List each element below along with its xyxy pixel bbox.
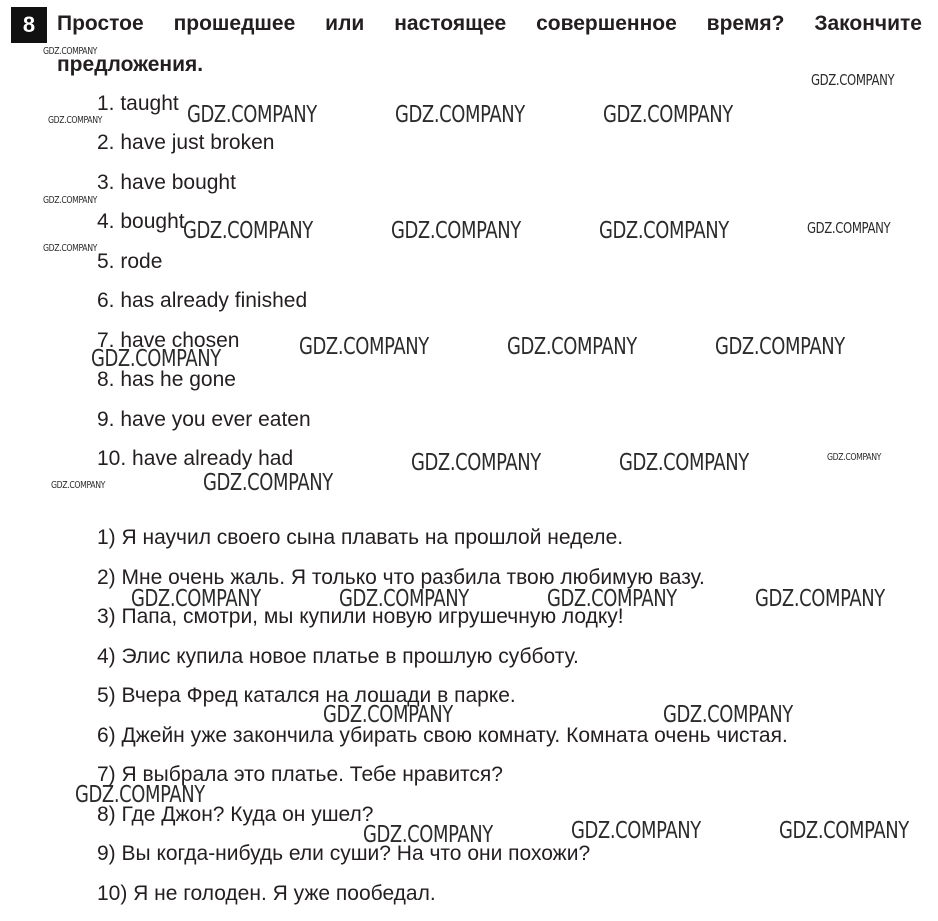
watermark: GDZ.COMPANY [663,702,793,728]
watermark: GDZ.COMPANY [599,218,729,244]
task-number-badge: 8 [11,7,47,43]
watermark: GDZ.COMPANY [755,586,885,612]
translation-item: 8) Где Джон? Куда он ушел? [97,803,374,826]
watermark: GDZ.COMPANY [779,818,909,844]
watermark: GDZ.COMPANY [91,346,221,372]
watermark: GDZ.COMPANY [571,818,701,844]
watermark: GDZ.COMPANY [203,470,333,496]
watermark: GDZ.COMPANY [827,452,882,463]
translation-item: 5) Вчера Фред катался на лошади в парке. [97,684,516,707]
answer-item: 1. taught [97,92,179,115]
watermark: GDZ.COMPANY [411,450,541,476]
watermark: GDZ.COMPANY [339,586,469,612]
watermark: GDZ.COMPANY [187,102,317,128]
watermark: GDZ.COMPANY [131,586,261,612]
answer-item: 9. have you ever eaten [97,408,311,431]
answer-item: 6. has already finished [97,289,308,312]
watermark: GDZ.COMPANY [48,115,103,126]
watermark: GDZ.COMPANY [75,782,205,808]
translation-item: 1) Я научил своего сына плавать на прошлой неделе. [97,526,624,549]
translation-item: 4) Элис купила новое платье в прошлую субботу. [97,645,579,668]
answer-item: 10. have already had [97,447,294,470]
answer-item: 3. have bought [97,171,236,194]
answer-item: 7. have chosen [97,329,240,352]
watermark: GDZ.COMPANY [299,334,429,360]
watermark: GDZ.COMPANY [811,71,895,89]
watermark: GDZ.COMPANY [807,219,891,237]
watermark: GDZ.COMPANY [363,822,493,848]
watermark: GDZ.COMPANY [43,243,98,254]
watermark: GDZ.COMPANY [51,480,106,491]
answer-item: 8. has he gone [97,368,236,391]
watermark: GDZ.COMPANY [715,334,845,360]
translation-item: 6) Джейн уже закончила убирать свою комнату. Комната очень чистая. [97,724,788,747]
translation-item: 3) Папа, смотри, мы купили новую игрушечную лодку! [97,605,624,628]
answer-item: 4. bought [97,210,185,233]
translation-item: 7) Я выбрала это платье. Тебе нравится? [97,763,503,786]
task-title: Простое прошедшее или настоящее совершенное время? Закончите [57,12,922,35]
answer-item: 2. have just broken [97,131,275,154]
watermark: GDZ.COMPANY [395,102,525,128]
watermark: GDZ.COMPANY [43,46,98,57]
watermark: GDZ.COMPANY [183,218,313,244]
translation-item: 9) Вы когда-нибудь ели суши? На что они похожи? [97,842,591,865]
watermark: GDZ.COMPANY [547,586,677,612]
task-title-continuation: предложения. [57,53,204,76]
watermark: GDZ.COMPANY [391,218,521,244]
watermark: GDZ.COMPANY [323,702,453,728]
watermark: GDZ.COMPANY [43,195,98,206]
watermark: GDZ.COMPANY [619,450,749,476]
watermark: GDZ.COMPANY [507,334,637,360]
watermark: GDZ.COMPANY [603,102,733,128]
translation-item: 10) Я не голоден. Я уже пообедал. [97,882,436,905]
answer-item: 5. rode [97,250,163,273]
translation-item: 2) Мне очень жаль. Я только что разбила твою любимую вазу. [97,566,705,589]
